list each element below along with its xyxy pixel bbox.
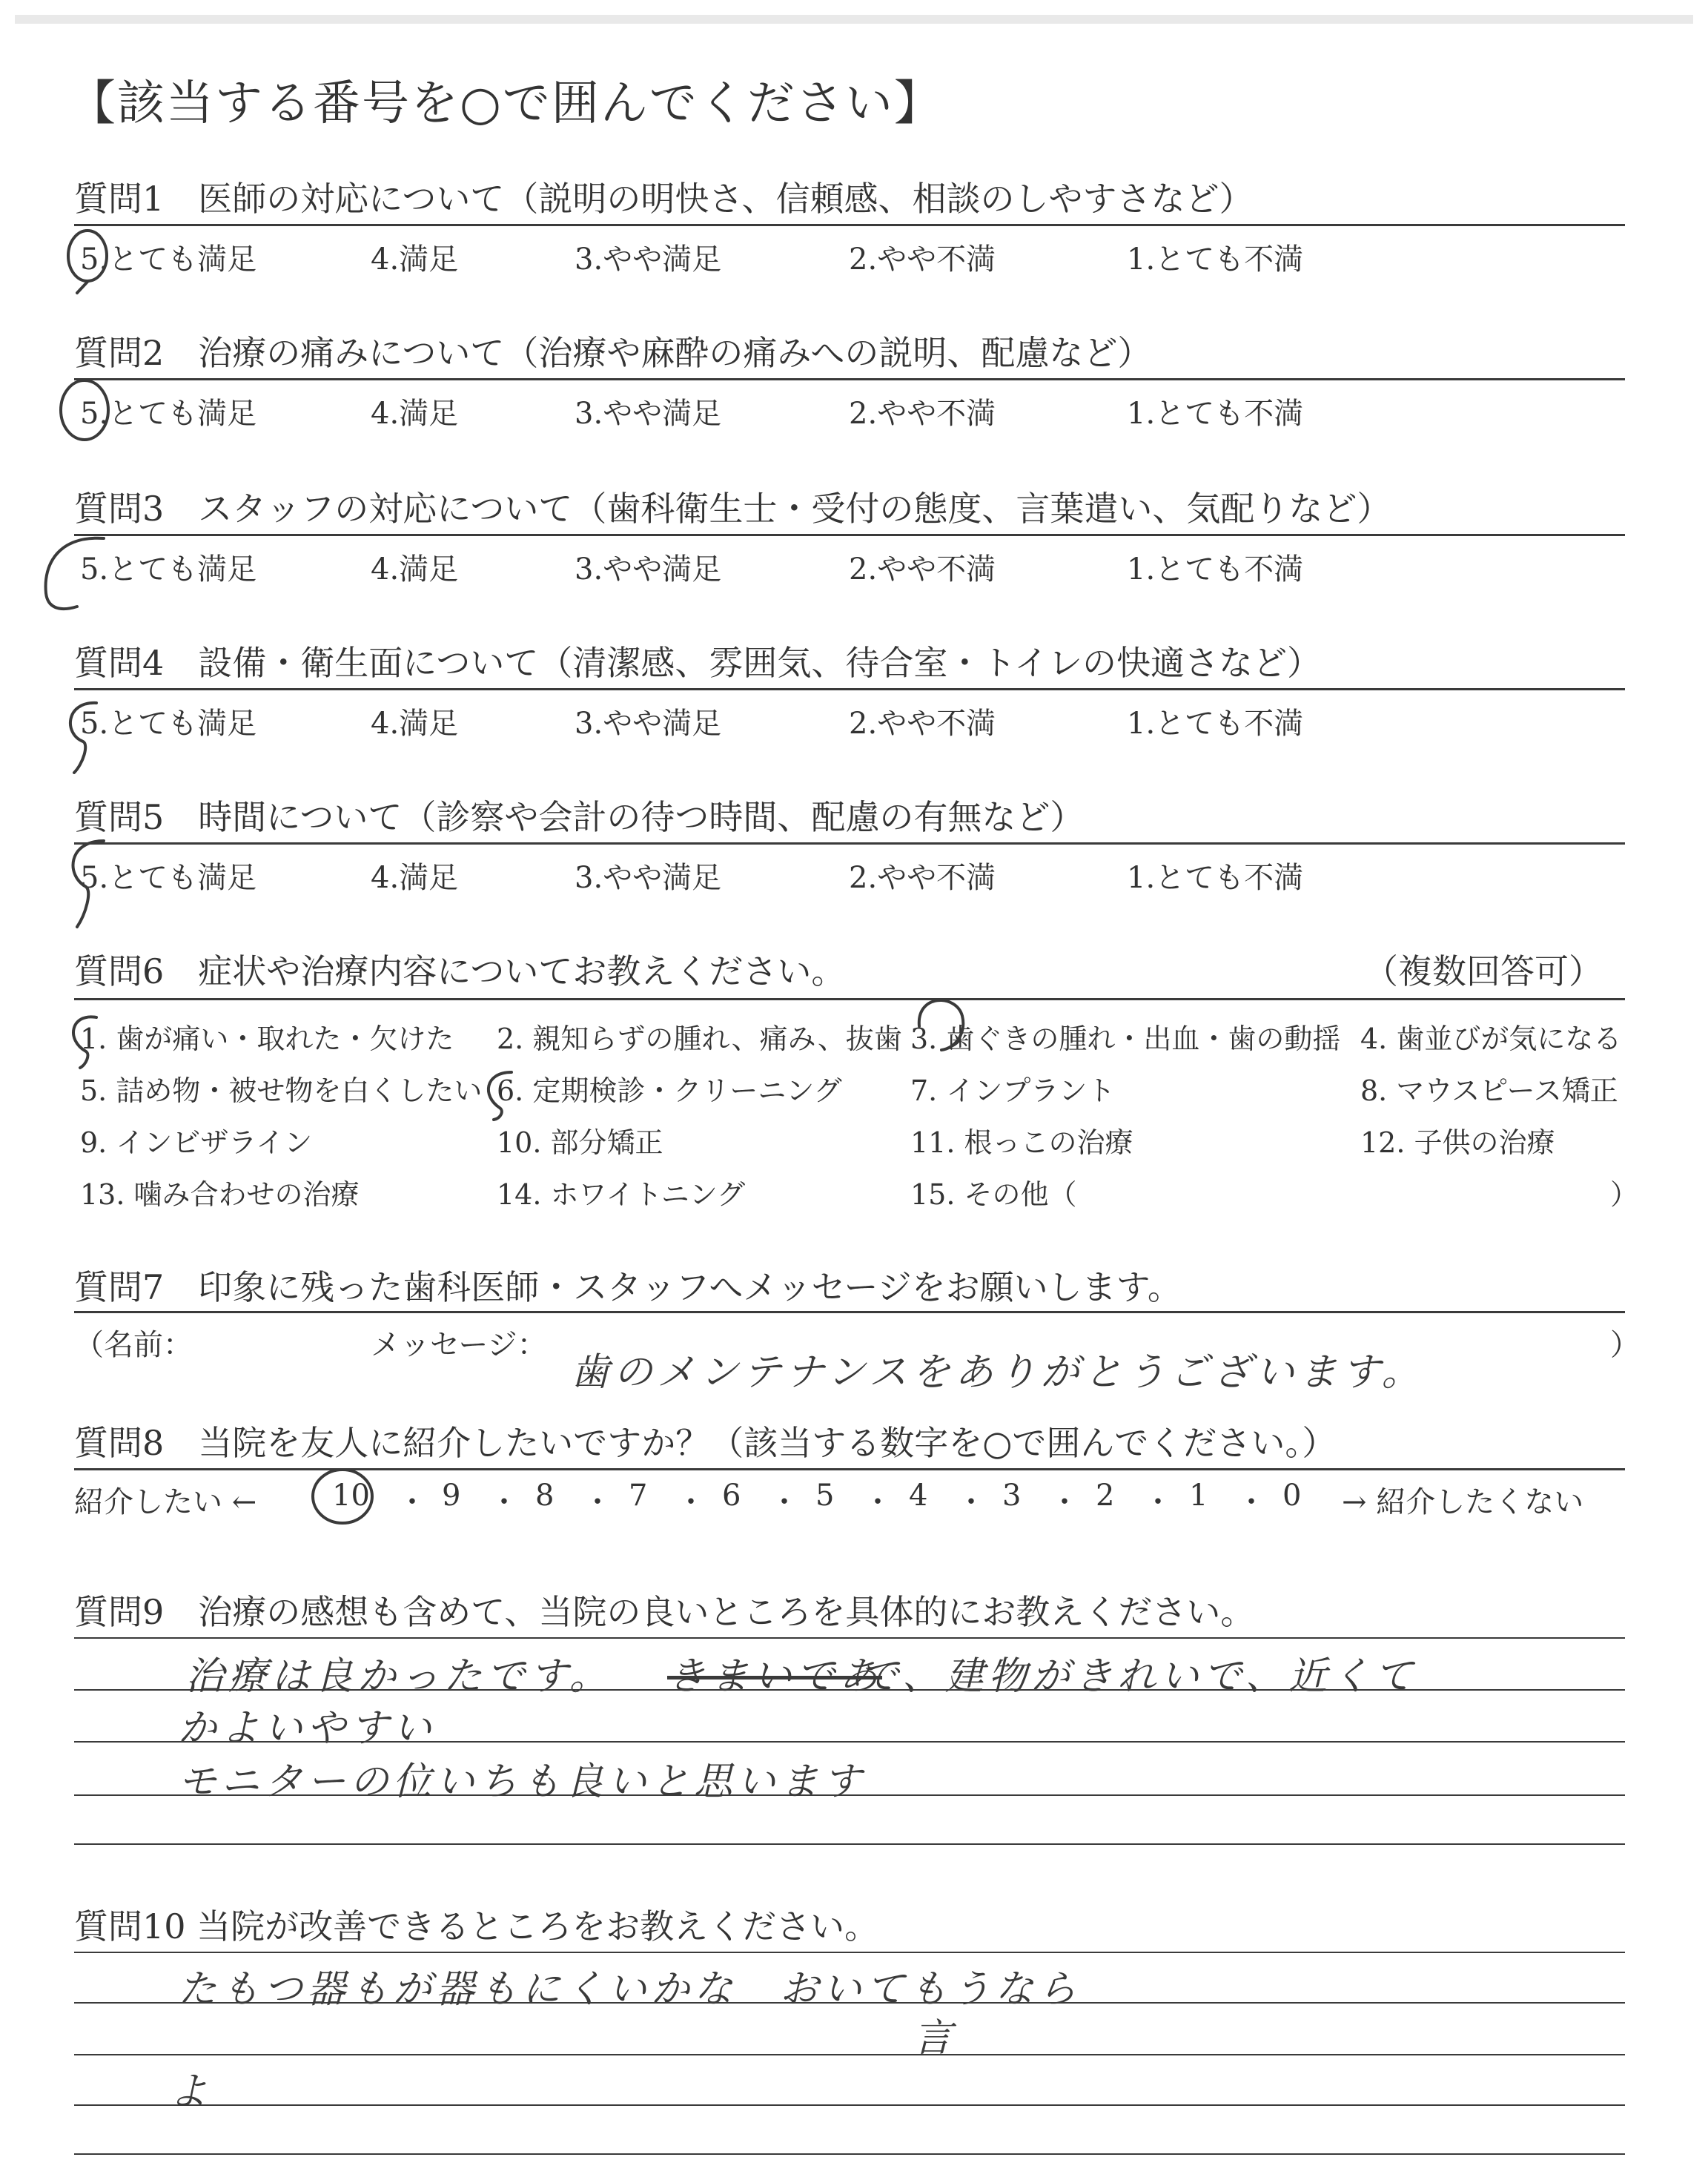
q8-separator: ・ bbox=[1237, 1485, 1266, 1519]
q4-option-5[interactable]: 5.とても満足 bbox=[80, 707, 257, 741]
q1-circle-tail bbox=[77, 282, 87, 293]
q8-score-7[interactable]: 7 bbox=[629, 1479, 648, 1513]
q8-separator: ・ bbox=[397, 1485, 427, 1519]
q5-option-4[interactable]: 4.満足 bbox=[371, 861, 459, 895]
q6-option-4[interactable]: 4. 歯並びが気になる bbox=[1360, 1023, 1622, 1055]
question-1-rule bbox=[74, 224, 1625, 226]
q4-option-3[interactable]: 3.やや満足 bbox=[575, 707, 722, 741]
question-4: 質問4 設備・衛生面について（清潔感、雰囲気、待合室・トイレの快適さなど） bbox=[74, 643, 1322, 683]
q10-line-4 bbox=[74, 2104, 1625, 2106]
q1-option-5[interactable]: 5.とても満足 bbox=[80, 242, 257, 277]
q8-right-label: → 紹介したくない bbox=[1342, 1485, 1584, 1519]
question-5-rule bbox=[74, 842, 1625, 845]
q6-option-15-close: ） bbox=[1610, 1178, 1639, 1211]
q9-handwriting-line-2: かよいやすい bbox=[178, 1706, 437, 1751]
q4-option-4[interactable]: 4.満足 bbox=[371, 707, 459, 741]
question-10: 質問10 当院が改善できるところをお教えください。 bbox=[74, 1906, 879, 1946]
q3-option-1[interactable]: 1.とても不満 bbox=[1127, 552, 1304, 587]
q8-separator: ・ bbox=[489, 1485, 519, 1519]
q7-name-label: （名前： bbox=[74, 1328, 193, 1362]
q8-score-3[interactable]: 3 bbox=[1002, 1479, 1022, 1513]
q6-option-9[interactable]: 9. インビザライン bbox=[80, 1126, 313, 1159]
q5-option-3[interactable]: 3.やや満足 bbox=[575, 861, 722, 895]
q4-option-2[interactable]: 2.やや不満 bbox=[849, 707, 996, 741]
q6-option-6[interactable]: 6. 定期検診・クリーニング bbox=[497, 1074, 842, 1107]
question-6-note: （複数回答可） bbox=[1364, 951, 1603, 991]
question-5: 質問5 時間について（診察や会計の待つ時間、配慮の有無など） bbox=[74, 797, 1085, 837]
q9-handwriting-line-1: 治療は良かったです。 bbox=[185, 1654, 612, 1699]
q3-option-3[interactable]: 3.やや満足 bbox=[575, 552, 722, 587]
q8-score-1[interactable]: 1 bbox=[1189, 1479, 1208, 1513]
question-9: 質問9 治療の感想も含めて、当院の良いところを具体的にお教えください。 bbox=[74, 1592, 1255, 1632]
q8-left-label: 紹介したい ← bbox=[74, 1485, 257, 1519]
question-2: 質問2 治療の痛みについて（治療や麻酔の痛みへの説明、配慮など） bbox=[74, 333, 1152, 373]
q6-option-10[interactable]: 10. 部分矯正 bbox=[497, 1126, 663, 1159]
q2-option-1[interactable]: 1.とても不満 bbox=[1127, 397, 1304, 431]
q1-option-2[interactable]: 2.やや不満 bbox=[849, 242, 996, 277]
q6-option-14[interactable]: 14. ホワイトニング bbox=[497, 1178, 746, 1211]
q8-separator: ・ bbox=[1050, 1485, 1079, 1519]
question-3: 質問3 スタッフの対応について（歯科衛生士・受付の態度、言葉遣い、気配りなど） bbox=[74, 489, 1391, 529]
question-6-rule bbox=[74, 998, 1625, 1000]
q6-option-15[interactable]: 15. その他（ bbox=[910, 1178, 1077, 1211]
q8-score-9[interactable]: 9 bbox=[442, 1479, 461, 1513]
q8-score-6[interactable]: 6 bbox=[722, 1479, 741, 1513]
q6-option-2[interactable]: 2. 親知らずの腫れ、痛み、抜歯 bbox=[497, 1023, 902, 1055]
q6-option-1[interactable]: 1. 歯が痛い・取れた・欠けた bbox=[80, 1023, 454, 1055]
q5-option-1[interactable]: 1.とても不満 bbox=[1127, 861, 1304, 895]
q8-score-2[interactable]: 2 bbox=[1096, 1479, 1115, 1513]
q1-option-1[interactable]: 1.とても不満 bbox=[1127, 242, 1304, 277]
q6-option-13[interactable]: 13. 噛み合わせの治療 bbox=[80, 1178, 360, 1211]
q10-line-3 bbox=[74, 2054, 1625, 2055]
q6-option-5[interactable]: 5. 詰め物・被せ物を白くしたい bbox=[80, 1074, 483, 1107]
q8-separator: ・ bbox=[769, 1485, 799, 1519]
q3-option-4[interactable]: 4.満足 bbox=[371, 552, 459, 587]
q8-separator: ・ bbox=[1143, 1485, 1173, 1519]
q9-handwriting-line-1-rest: で、建物がきれいで、近くて bbox=[860, 1654, 1417, 1699]
q5-option-2[interactable]: 2.やや不満 bbox=[849, 861, 996, 895]
question-8: 質問8 当院を友人に紹介したいですか？（該当する数字を○で囲んでください。） bbox=[74, 1423, 1337, 1463]
q7-message-label: メッセージ： bbox=[371, 1328, 547, 1362]
q10-handwriting-line-1: たもつ器もが器もにくいかな おいてもうなら bbox=[178, 1967, 1082, 2012]
q2-option-4[interactable]: 4.満足 bbox=[371, 397, 459, 431]
q8-separator: ・ bbox=[583, 1485, 612, 1519]
q6-option-3[interactable]: 3. 歯ぐきの腫れ・出血・歯の動揺 bbox=[910, 1023, 1341, 1055]
q5-option-5[interactable]: 5.とても満足 bbox=[80, 861, 257, 895]
q6-option-11[interactable]: 11. 根っこの治療 bbox=[910, 1126, 1133, 1159]
question-8-rule bbox=[74, 1468, 1625, 1470]
q8-score-8[interactable]: 8 bbox=[535, 1479, 555, 1513]
question-1: 質問1 医師の対応について（説明の明快さ、信頼感、相談のしやすさなど） bbox=[74, 179, 1254, 219]
q8-separator: ・ bbox=[956, 1485, 986, 1519]
question-7: 質問7 印象に残った歯科医師・スタッフへメッセージをお願いします。 bbox=[74, 1267, 1182, 1307]
q4-option-1[interactable]: 1.とても不満 bbox=[1127, 707, 1304, 741]
question-3-rule bbox=[74, 534, 1625, 536]
q2-option-5[interactable]: 5.とても満足 bbox=[80, 397, 257, 431]
q6-option-8[interactable]: 8. マウスピース矯正 bbox=[1360, 1074, 1618, 1107]
q10-handwriting-line-1b: 言 bbox=[913, 2016, 957, 2061]
q8-score-4[interactable]: 4 bbox=[909, 1479, 928, 1513]
q8-separator: ・ bbox=[676, 1485, 706, 1519]
q10-line-5 bbox=[74, 2153, 1625, 2155]
q10-handwriting-line-3: よ bbox=[169, 2070, 213, 2114]
q9-handwriting-line-3: モニターの位いちも良いと思います bbox=[178, 1760, 867, 1804]
scan-top-edge bbox=[15, 15, 1693, 24]
q2-option-3[interactable]: 3.やや満足 bbox=[575, 397, 722, 431]
q9-line-1 bbox=[74, 1637, 1625, 1639]
q1-option-4[interactable]: 4.満足 bbox=[371, 242, 459, 277]
q9-line-5 bbox=[74, 1843, 1625, 1845]
q7-close: ） bbox=[1610, 1328, 1640, 1362]
q8-score-5[interactable]: 5 bbox=[815, 1479, 835, 1513]
q3-option-5[interactable]: 5.とても満足 bbox=[80, 552, 257, 587]
q9-handwriting-struck: きまいであ bbox=[667, 1654, 883, 1699]
q6-option-12[interactable]: 12. 子供の治療 bbox=[1360, 1126, 1555, 1159]
question-2-rule bbox=[74, 378, 1625, 380]
question-6: 質問6 症状や治療内容についてお教えください。 bbox=[74, 951, 846, 991]
q1-option-3[interactable]: 3.やや満足 bbox=[575, 242, 722, 277]
question-7-rule bbox=[74, 1311, 1625, 1313]
q10-line-1 bbox=[74, 1952, 1625, 1953]
question-4-rule bbox=[74, 688, 1625, 690]
form-title: 【該当する番号を○で囲んでください】 bbox=[68, 76, 943, 131]
q8-separator: ・ bbox=[863, 1485, 893, 1519]
q6-option-7[interactable]: 7. インプラント bbox=[910, 1074, 1116, 1107]
q8-score-0[interactable]: 0 bbox=[1282, 1479, 1302, 1513]
q7-message-handwriting: 歯のメンテナンスをありがとうございます。 bbox=[571, 1350, 1425, 1395]
q8-score-10[interactable]: 10 bbox=[332, 1479, 370, 1513]
q2-option-2[interactable]: 2.やや不満 bbox=[849, 397, 996, 431]
q3-option-2[interactable]: 2.やや不満 bbox=[849, 552, 996, 587]
